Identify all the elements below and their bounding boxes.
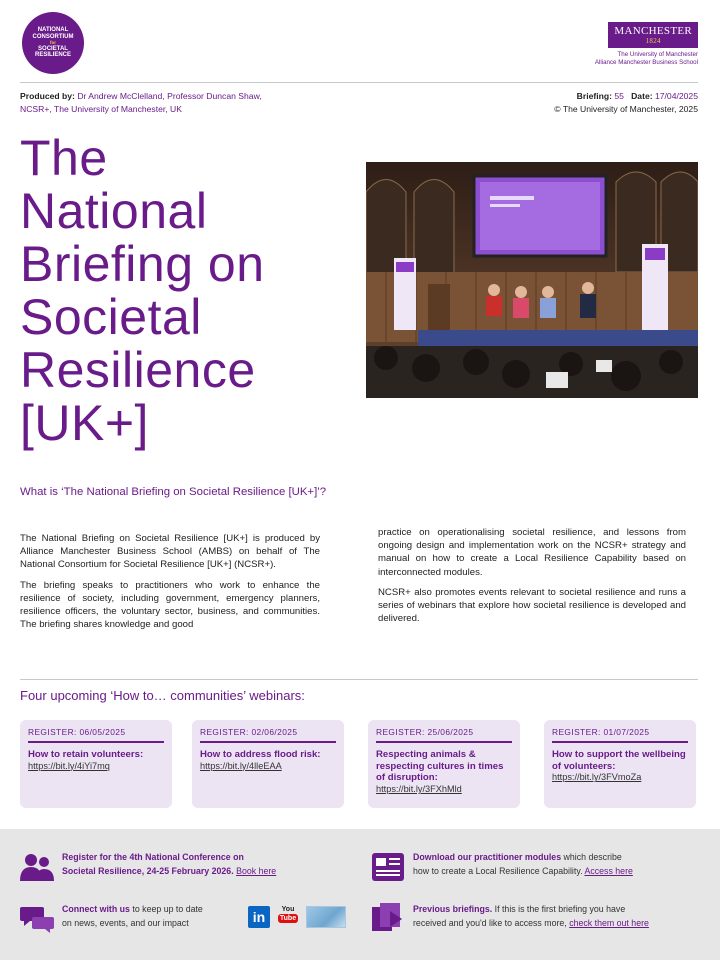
date-label: Date: [631,91,653,101]
check-them-out-link[interactable]: check them out here [569,917,649,928]
title-line: [UK+] [20,395,149,451]
uom-name-part2: TER [670,25,692,37]
date-value: 17/04/2025 [654,91,698,101]
card-divider [552,741,688,743]
previous-text1: If this is the first briefing you have [494,904,626,914]
logo-line: SOCIETAL [38,45,68,52]
logo-line: NATIONAL [37,26,69,33]
webinar-link[interactable]: https://bit.ly/4lleEAA [200,760,282,771]
briefing-meta [554,90,698,116]
previous-briefings-promo [413,903,703,930]
webinar-card [368,720,520,808]
access-here-link[interactable]: Access here [584,865,633,876]
webinar-title: How to support the wellbeing of volunteers: [552,749,686,772]
card-divider [376,741,512,743]
webinar-register-date: REGISTER: 02/06/2025 [200,727,298,737]
social-links [248,906,346,928]
copyright: © The University of Manchester, 2025 [554,103,698,114]
body-column-right [378,526,686,633]
briefing-number: 55 [614,91,624,101]
people-icon [20,853,54,881]
section-divider [20,679,698,680]
authors-line1: Dr Andrew McClelland, Professor Duncan Shaw, [77,91,262,101]
logo-line: RESILIENCE [34,52,71,59]
briefings-icon [372,903,404,933]
webinar-card [192,720,344,808]
university-logo [568,22,698,66]
title-line: National [20,183,208,239]
header-divider [20,82,698,83]
footer [0,829,720,960]
youtube-text-top: You [281,906,295,913]
previous-text2: received and you'd like to access more, [413,917,567,928]
body-paragraph: practice on operationalising societal resilience, and lessons from ongoing design and implementation work on the NCSR+ strategy and manual on how to create a Local Resilience Capability based on interconnected modules. [378,527,686,578]
webinar-card [544,720,696,808]
website-icon[interactable] [306,906,346,928]
logo-line: CONSORTIUM [32,33,74,40]
modules-icon [372,853,404,881]
body-paragraph: The briefing speaks to practitioners who work to enhance the resilience of society, including government, emergency planners, resilience officers, the voluntary sector, business, and communities. The briefing shares knowledge and good [20,579,320,631]
ncsr-logo [22,12,84,74]
section-question: What is ‘The National Briefing on Societal Resilience [UK+]’? [20,486,327,498]
webinar-link[interactable]: https://bit.ly/4iYi7mq [28,760,110,771]
previous-highlight: Previous briefings. [413,904,493,914]
briefing-label: Briefing: [576,91,612,101]
linkedin-icon[interactable]: in [248,906,270,928]
webinar-link[interactable]: https://bit.ly/3FXhMld [376,784,462,795]
webinar-register-date: REGISTER: 25/06/2025 [376,727,474,737]
webinar-register-date: REGISTER: 01/07/2025 [552,727,650,737]
logo-line: for [50,40,56,46]
card-divider [200,741,336,743]
conference-text2: Societal Resilience, 24-25 February 2026. [62,865,234,876]
title-line: Societal [20,289,202,345]
youtube-icon[interactable] [276,906,300,928]
youtube-text-bottom: Tube [279,915,297,922]
conference-photo [366,162,698,398]
produced-by-label: Produced by: [20,91,75,101]
uom-subtitle [568,51,698,67]
webinar-title: Respecting animals & respecting cultures in times of disruption: [376,749,504,784]
webinar-link[interactable]: https://bit.ly/3FVmoZa [552,772,642,783]
title-line: Briefing on [20,236,265,292]
webinar-register-date: REGISTER: 06/05/2025 [28,727,126,737]
modules-text1: which describe [563,852,622,862]
uom-wordmark [608,22,698,48]
uom-name-part1: MANCHES [614,25,671,37]
uom-year: 1824 [645,36,661,45]
connect-text1: to keep up to date [132,904,203,914]
chat-icon [20,905,54,933]
connect-promo [62,903,252,930]
conference-promo [62,851,352,878]
webinars-heading: Four upcoming ‘How to… communities’ webinars: [20,688,305,703]
book-here-link[interactable]: Book here [236,865,277,876]
webinar-title: How to address flood risk: [200,749,321,760]
body-paragraph: NCSR+ also promotes events relevant to societal resilience and runs a series of webinars that explore how societal resilience is developed and delivered. [378,586,686,625]
title-line: Resilience [20,342,256,398]
card-divider [28,741,164,743]
webinar-card [20,720,172,808]
title-line: The [20,130,108,186]
page-title [20,132,360,450]
modules-promo [413,851,703,878]
conference-text1: Register for the 4th National Conference on [62,852,244,862]
connect-text2: on news, events, and our impact [62,917,189,928]
connect-highlight: Connect with us [62,904,130,914]
conference-photo-illustration [366,162,698,398]
uom-sub-line2: Alliance Manchester Business School [594,58,698,66]
webinar-title: How to retain volunteers: [28,749,144,760]
modules-text2: how to create a Local Resilience Capability. [413,865,583,876]
body-column-left [20,532,320,639]
modules-highlight: Download our practitioner modules [413,852,562,862]
body-paragraph: The National Briefing on Societal Resilience [UK+] is produced by Alliance Manchester Business School (AMBS) on behalf of The National Consortium for Societal Resilience [UK+] (NCSR+). [20,533,320,571]
produced-by [20,90,262,116]
authors-line2: NCSR+, The University of Manchester, UK [20,103,182,114]
uom-sub-line1: The University of Manchester [617,50,698,58]
